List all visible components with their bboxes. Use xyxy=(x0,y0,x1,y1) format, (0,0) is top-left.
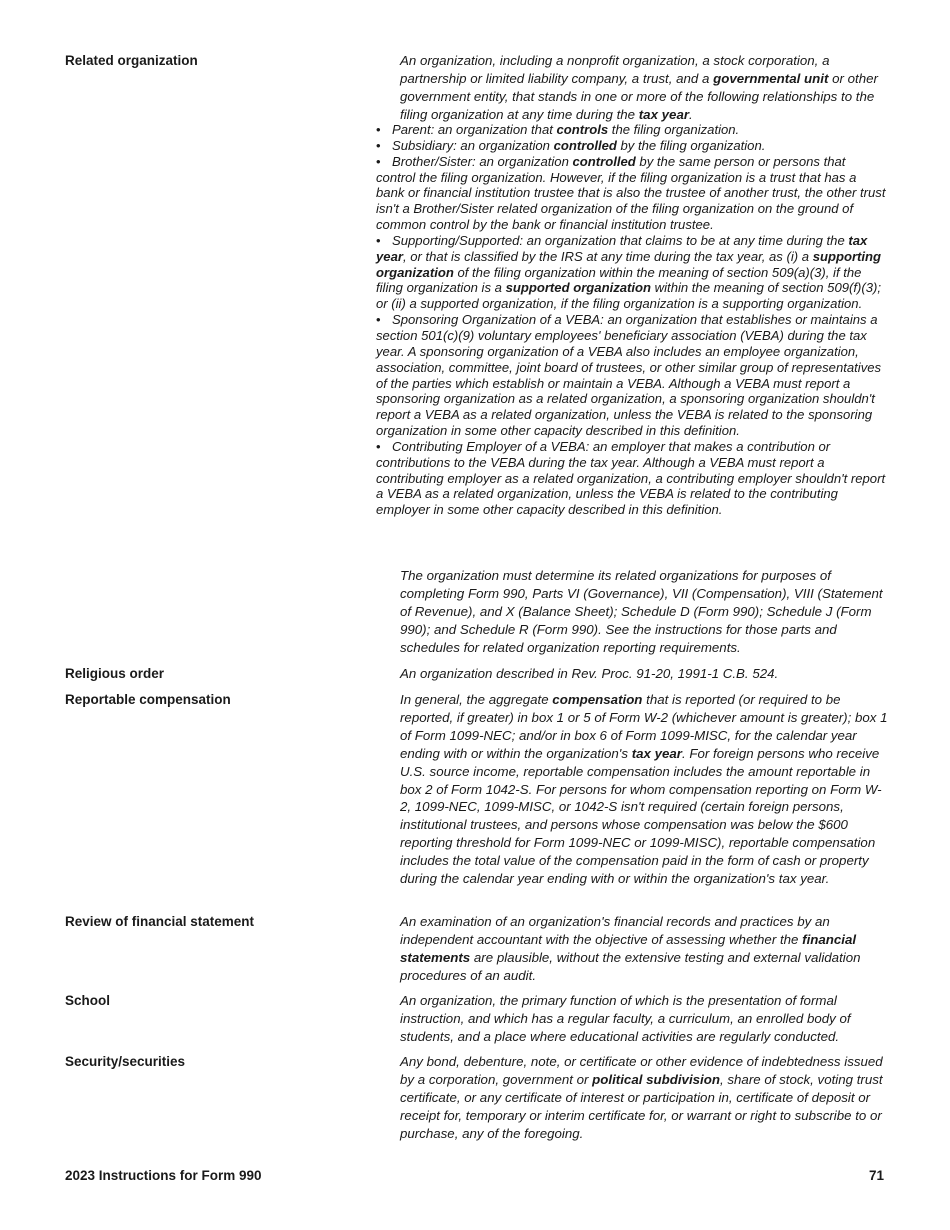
defined-term-reference: tax year xyxy=(376,232,868,264)
defined-term-reference: supported organization xyxy=(505,280,652,296)
defined-term-reference: controls xyxy=(556,122,609,137)
defined-term-reference: tax year xyxy=(631,745,682,761)
definition-closing-paragraph: The organization must determine its related organizations for purposes of completing Form 990, Parts VI (Governance), VII (Compensation), VIII (Statement of Revenue), and X (Balance Sheet); Schedule D (Form 990); Schedule J (Form 990); and Schedule R (Form 990). See the instructions for those parts and schedules for related organization reporting requirements. xyxy=(400,568,883,655)
bullet-item-supporting-supported xyxy=(376,233,888,312)
bullet-icon: • xyxy=(376,153,381,169)
bullet-item-subsidiary xyxy=(376,138,888,154)
defined-term-reference: controlled xyxy=(572,153,636,169)
bullet-item-sponsoring-veba xyxy=(376,312,888,439)
defined-term-reference: supporting organization xyxy=(376,248,882,280)
definition-intro: An organization, including a nonprofit organization, a stock corporation, a partnership or limited liability company, a trust, and a governmental unit or other government entity, that stands in one or more of the following relationships to the filing organization at any time during the tax year. xyxy=(400,53,878,122)
bullet-text: Subsidiary: an organization controlled by the filing organization. xyxy=(392,137,766,153)
glossary-term: Reportable compensation xyxy=(65,692,231,707)
glossary-term: Related organization xyxy=(65,53,198,68)
glossary-term: Review of financial statement xyxy=(65,914,255,929)
bullet-icon: • xyxy=(376,137,381,153)
bullet-item-parent xyxy=(376,122,888,138)
bullet-icon: • xyxy=(376,232,381,248)
bullet-icon: • xyxy=(376,312,381,328)
footer-page-number: 71 xyxy=(868,1168,884,1183)
defined-term-reference: governmental unit xyxy=(713,70,829,86)
definition-text: An organization, the primary function of which is the presentation of formal instruction, and which has a regular faculty, a curriculum, an enrolled body of students, and a place where educational activities are regularly conducted. xyxy=(400,993,851,1044)
definition-text: Any bond, debenture, note, or certificate or other evidence of indebtedness issued by a corporation, government or political subdivision, share of stock, voting trust certificate, or any certificate of interest or participation in, certificate of deposit or receipt for, temporary or interim certificate for, or warrant or right to subscribe to or purchase, any of the foregoing. xyxy=(400,1054,883,1141)
footer-document-title: 2023 Instructions for Form 990 xyxy=(65,1168,262,1183)
bullet-text: Parent: an organization that controls the filing organization. xyxy=(392,122,740,137)
defined-term-reference: compensation xyxy=(552,692,643,707)
defined-term-reference: political subdivision xyxy=(592,1071,720,1087)
defined-term-reference: controlled xyxy=(553,137,617,153)
glossary-term: School xyxy=(65,993,111,1008)
bullet-text: Supporting/Supported: an organization that claims to be at any time during the tax year, or that is classified by the IRS at any time during the tax year, as (i) a supporting organization of the filing organization within the meaning of section 509(a)(3), if the filing organization is a supported organization within the meaning of section 509(f)(3); or (ii) a supported organization, if the filing organization is a supporting organization. xyxy=(376,232,882,312)
defined-term-reference: tax year xyxy=(638,106,690,122)
glossary-term: Religious order xyxy=(65,666,165,681)
definition-text: An organization described in Rev. Proc. 91-20, 1991-1 C.B. 524. xyxy=(400,666,779,681)
bullet-text: Contributing Employer of a VEBA: an employer that makes a contribution or contributions to the VEBA during the tax year. Although a VEBA must report a contributing employer as a related organization, a contributing employer shouldn't report a VEBA as a related organization, unless the VEBA is related to the contributing employer in some other capacity described in this definition. xyxy=(376,438,886,518)
glossary-term: Security/securities xyxy=(65,1054,186,1069)
bullet-item-contributing-employer xyxy=(376,439,888,518)
definition-text: In general, the aggregate compensation that is reported (or required to be reported, if greater) in box 1 or 5 of Form W-2 (whichever amount is greater); box 1 of Form 1099-NEC; and/or in box 6 of Form 1099-MISC, for the calendar year ending with or within the organization's tax year. For foreign persons who receive U.S. source income, reportable compensation includes the amount reportable in box 2 of Form 1042-S. For persons for whom compensation reporting on Form W-2, 1099-NEC, 1099-MISC, or 1042-S isn't required (certain foreign persons, institutional trustees, and persons whose compensation was below the $600 reporting threshold for Form 1099-NEC or 1099-MISC), reportable compensation includes the total value of the compensation paid in the form of cash or property during the calendar year ending with or within the organization's tax year. xyxy=(400,692,888,887)
relationship-bullet-list xyxy=(376,122,888,518)
bullet-text: Brother/Sister: an organization controlled by the same person or persons that control the filing organization. However, if the filing organization is a trust that has a bank or financial institution trustee that is also the trustee of another trust, the other trust isn't a Brother/Sister related organization of the filing organization on the ground of common control by the bank or financial institution trustee. xyxy=(376,153,886,233)
bullet-icon: • xyxy=(376,122,381,137)
bullet-text: Sponsoring Organization of a VEBA: an organization that establishes or maintains a section 501(c)(9) voluntary employees' beneficiary association (VEBA) during the tax year. A sponsoring organization of a VEBA also includes an employee organization, association, committee, joint board of trustees, or other similar group of representatives of the parties which establish or maintain a VEBA. Although a VEBA must report a sponsoring organization as a related organization, a sponsoring organization shouldn't report a VEBA as a related organization, unless the VEBA is related to the sponsoring organization in some other capacity described in this definition. xyxy=(376,312,882,439)
bullet-item-brother-sister xyxy=(376,154,888,233)
definition-text: An examination of an organization's financial records and practices by an independent accountant with the objective of assessing whether the financial statements are plausible, without the extensive testing and external validation procedures of an audit. xyxy=(400,914,861,983)
defined-term-reference: financial statements xyxy=(400,931,857,965)
bullet-icon: • xyxy=(376,438,381,454)
